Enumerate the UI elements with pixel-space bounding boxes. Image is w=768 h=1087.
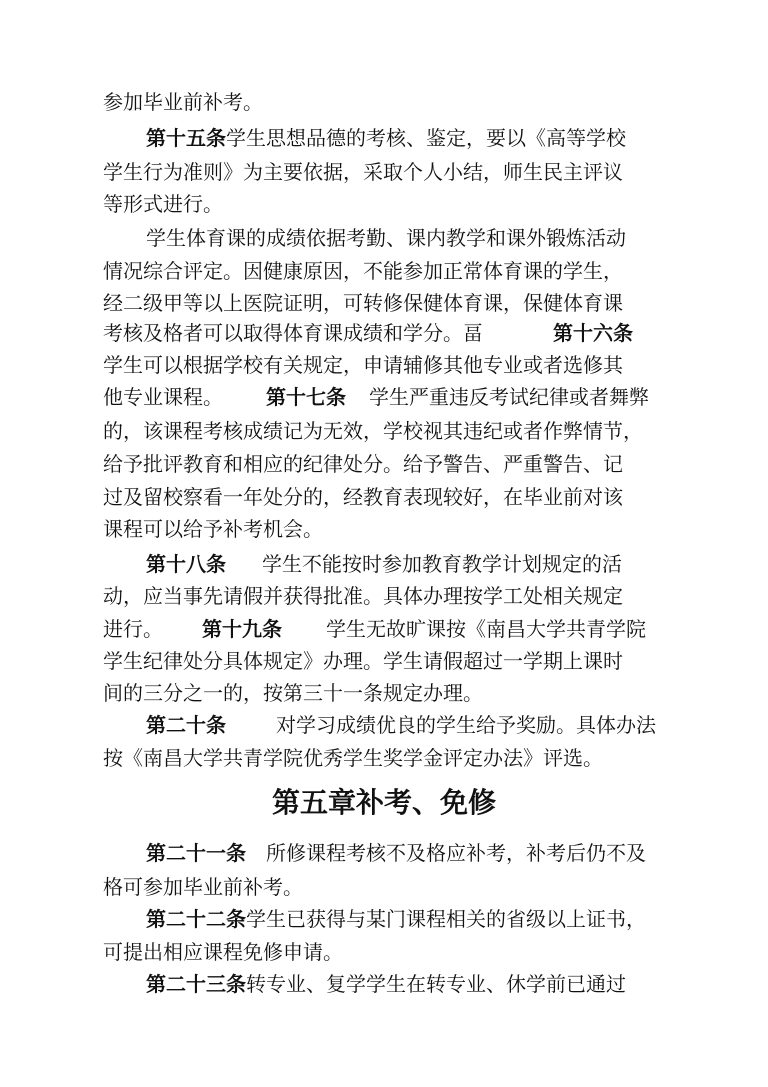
article-18-line-1: [0, 549, 768, 579]
text-run: 学生无故旷课按《南昌大学共青学院: [326, 617, 646, 641]
text-line: [0, 288, 768, 318]
article-20-line-1: [0, 710, 768, 740]
text-line: [0, 223, 768, 253]
text-run: 可提出相应课程免修申请。: [103, 940, 343, 964]
text-line: [0, 189, 768, 219]
article-18-label: 第十八条: [146, 552, 226, 576]
text-line: [0, 581, 768, 611]
text-line: [0, 157, 768, 187]
article-17-line: [0, 382, 768, 412]
text-line: [0, 449, 768, 479]
text-run: 等形式进行。: [103, 192, 223, 216]
text-run: 学生行为准则》为主要依据，采取个人小结，师生民主评议: [103, 160, 623, 184]
text-run: 参加毕业前补考。: [103, 90, 263, 114]
article-19-label: 第十九条: [202, 617, 282, 641]
text-line: [0, 678, 768, 708]
text-run: 对学习成绩优良的学生给予奖励。具体办法: [276, 713, 656, 737]
text-run: 所修课程考核不及格应补考，补考后仍不及: [266, 841, 646, 865]
text-run: 学生体育课的成绩依据考勤、课内教学和课外锻炼活动: [146, 226, 626, 250]
article-15-label: 第十五条: [146, 126, 226, 150]
text-run: 学生可以根据学校有关规定，申请辅修其他专业或者选修其: [103, 353, 623, 377]
text-line: [0, 937, 768, 967]
article-22-line-1: [0, 904, 768, 934]
text-run: 给予批评教育和相应的纪律处分。给予警告、严重警告、记: [103, 452, 623, 476]
text-run: 课程可以给予补考机会。: [103, 517, 323, 541]
article-22-label: 第二十二条: [146, 907, 246, 931]
text-run: 格可参加毕业前补考。: [103, 875, 303, 899]
article-21-label: 第二十一条: [146, 841, 246, 865]
text-run: 考核及格者可以取得体育课成绩和学分。畐: [103, 321, 483, 345]
article-15-line-1: [0, 123, 768, 153]
text-line: [0, 743, 768, 773]
text-line: [0, 350, 768, 380]
article-16-label: 第十六条: [553, 321, 633, 345]
text-line: [0, 646, 768, 676]
text-run: 情况综合评定。因健康原因，不能参加正常体育课的学生，: [103, 259, 623, 283]
article-16-line: [0, 318, 768, 348]
text-run: 过及留校察看一年处分的，经教育表现较好，在毕业前对该: [103, 485, 623, 509]
text-run: 学生严重违反考试纪律或者舞弊: [369, 385, 649, 409]
article-23-label: 第二十三条: [146, 972, 246, 996]
text-line: [0, 482, 768, 512]
text-run: 动，应当事先请假并获得批准。具体办理按学工处相关规定: [103, 584, 623, 608]
text-run: 的，该课程考核成绩记为无效，学校视其违纪或者作弊情节，: [103, 419, 643, 443]
text-line: [0, 872, 768, 902]
text-line: [0, 87, 768, 117]
article-23-line-1: [0, 969, 768, 999]
article-20-label: 第二十条: [146, 713, 226, 737]
text-run: 进行。: [103, 617, 163, 641]
text-run: 按《南昌大学共青学院优秀学生奖学金评定办法》评选。: [103, 746, 603, 770]
text-run: 他专业课程。: [103, 385, 223, 409]
article-17-label: 第十七条: [266, 385, 346, 409]
text-run: 转专业、复学学生在转专业、休学前已通过: [246, 972, 626, 996]
text-line: [0, 416, 768, 446]
text-run: 间的三分之一的，按第三十一条规定办理。: [103, 681, 483, 705]
chapter-heading: 第五章补考、免修: [271, 786, 496, 819]
article-21-line-1: [0, 838, 768, 868]
text-run: 学生不能按时参加教育教学计划规定的活: [262, 552, 622, 576]
text-line: [0, 256, 768, 286]
text-line: [0, 514, 768, 544]
text-run: 经二级甲等以上医院证明，可转修保健体育课，保健体育课: [103, 291, 623, 315]
article-19-line: [0, 614, 768, 644]
text-run: 学生纪律处分具体规定》办理。学生请假超过一学期上课时: [103, 649, 623, 673]
text-run: 学生已获得与某门课程相关的省级以上证书，: [246, 907, 646, 931]
text-run: 学生思想品德的考核、鉴定，要以《高等学校: [226, 126, 626, 150]
